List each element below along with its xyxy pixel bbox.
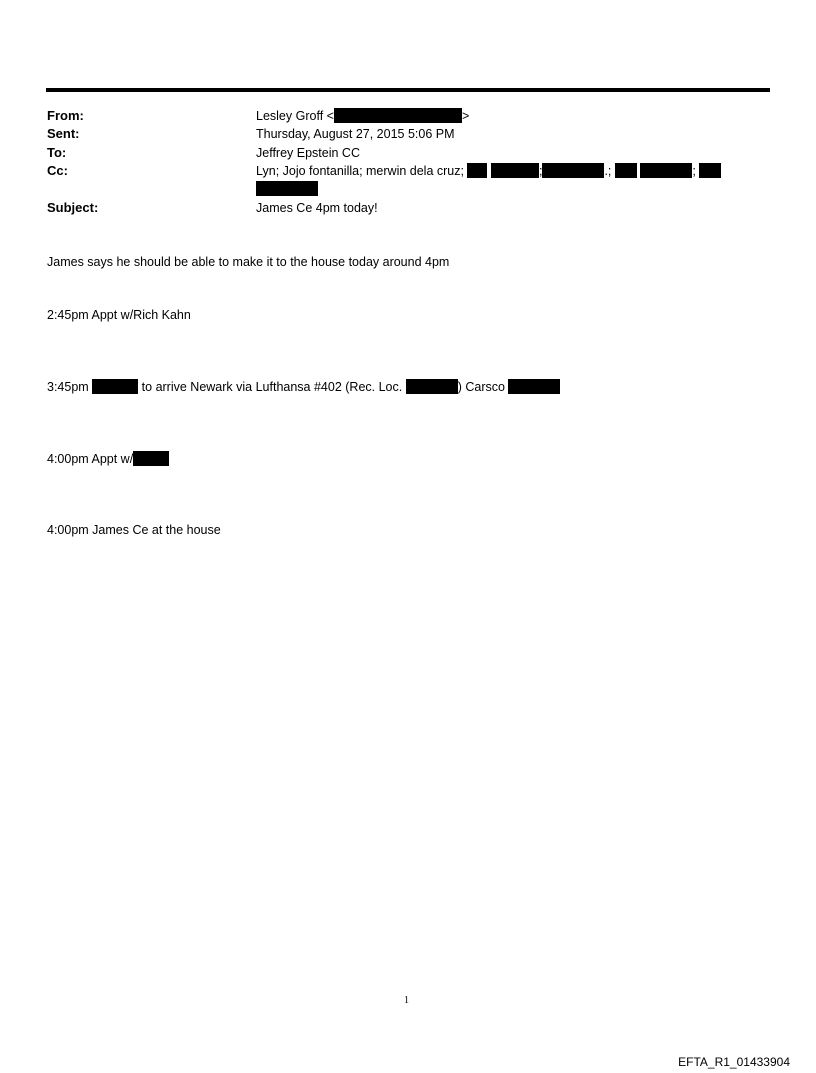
to-value: Jeffrey Epstein CC bbox=[256, 146, 360, 160]
redaction-block bbox=[133, 451, 169, 466]
redaction-block bbox=[467, 163, 487, 178]
cc-separator: ; bbox=[538, 164, 543, 178]
cc-recipients: Lyn; Jojo fontanilla; merwin dela cruz; bbox=[256, 164, 464, 178]
body-text: 4:00pm Appt w/ bbox=[47, 452, 134, 466]
body-line bbox=[47, 451, 169, 467]
cc-label: Cc: bbox=[47, 163, 68, 178]
body-line: 2:45pm Appt w/Rich Kahn bbox=[47, 308, 191, 322]
redaction-block bbox=[406, 379, 458, 394]
from-name: Lesley Groff < bbox=[256, 109, 334, 123]
redaction-block bbox=[92, 379, 138, 394]
body-line bbox=[47, 379, 560, 395]
sent-value: Thursday, August 27, 2015 5:06 PM bbox=[256, 127, 455, 141]
body-text: 3:45pm bbox=[47, 380, 89, 394]
redaction-block bbox=[542, 163, 604, 178]
from-close: > bbox=[461, 109, 470, 123]
from-label: From: bbox=[47, 108, 84, 123]
redaction-block bbox=[699, 163, 721, 178]
redaction-block bbox=[640, 163, 692, 178]
page-number: 1 bbox=[404, 995, 409, 1006]
body-text: to arrive Newark via Lufthansa #402 (Rec. Loc. bbox=[141, 380, 403, 394]
cc-value bbox=[256, 163, 721, 179]
redaction-block bbox=[615, 163, 637, 178]
body-line: James says he should be able to make it to the house today around 4pm bbox=[47, 255, 450, 269]
bates-number: EFTA_R1_01433904 bbox=[678, 1055, 790, 1069]
redaction-block bbox=[491, 163, 539, 178]
body-text: ) Carsco bbox=[457, 380, 505, 394]
subject-value: James Ce 4pm today! bbox=[256, 201, 378, 215]
redaction-block bbox=[508, 379, 560, 394]
subject-label: Subject: bbox=[47, 200, 99, 215]
cc-separator: .; bbox=[604, 164, 612, 178]
redaction-block bbox=[334, 108, 462, 123]
redaction-block bbox=[256, 181, 318, 196]
sent-label: Sent: bbox=[47, 126, 80, 141]
to-label: To: bbox=[47, 145, 67, 160]
body-line: 4:00pm James Ce at the house bbox=[47, 523, 221, 537]
cc-separator: ; bbox=[692, 164, 696, 178]
from-value bbox=[256, 108, 469, 124]
header-rule bbox=[46, 88, 770, 92]
